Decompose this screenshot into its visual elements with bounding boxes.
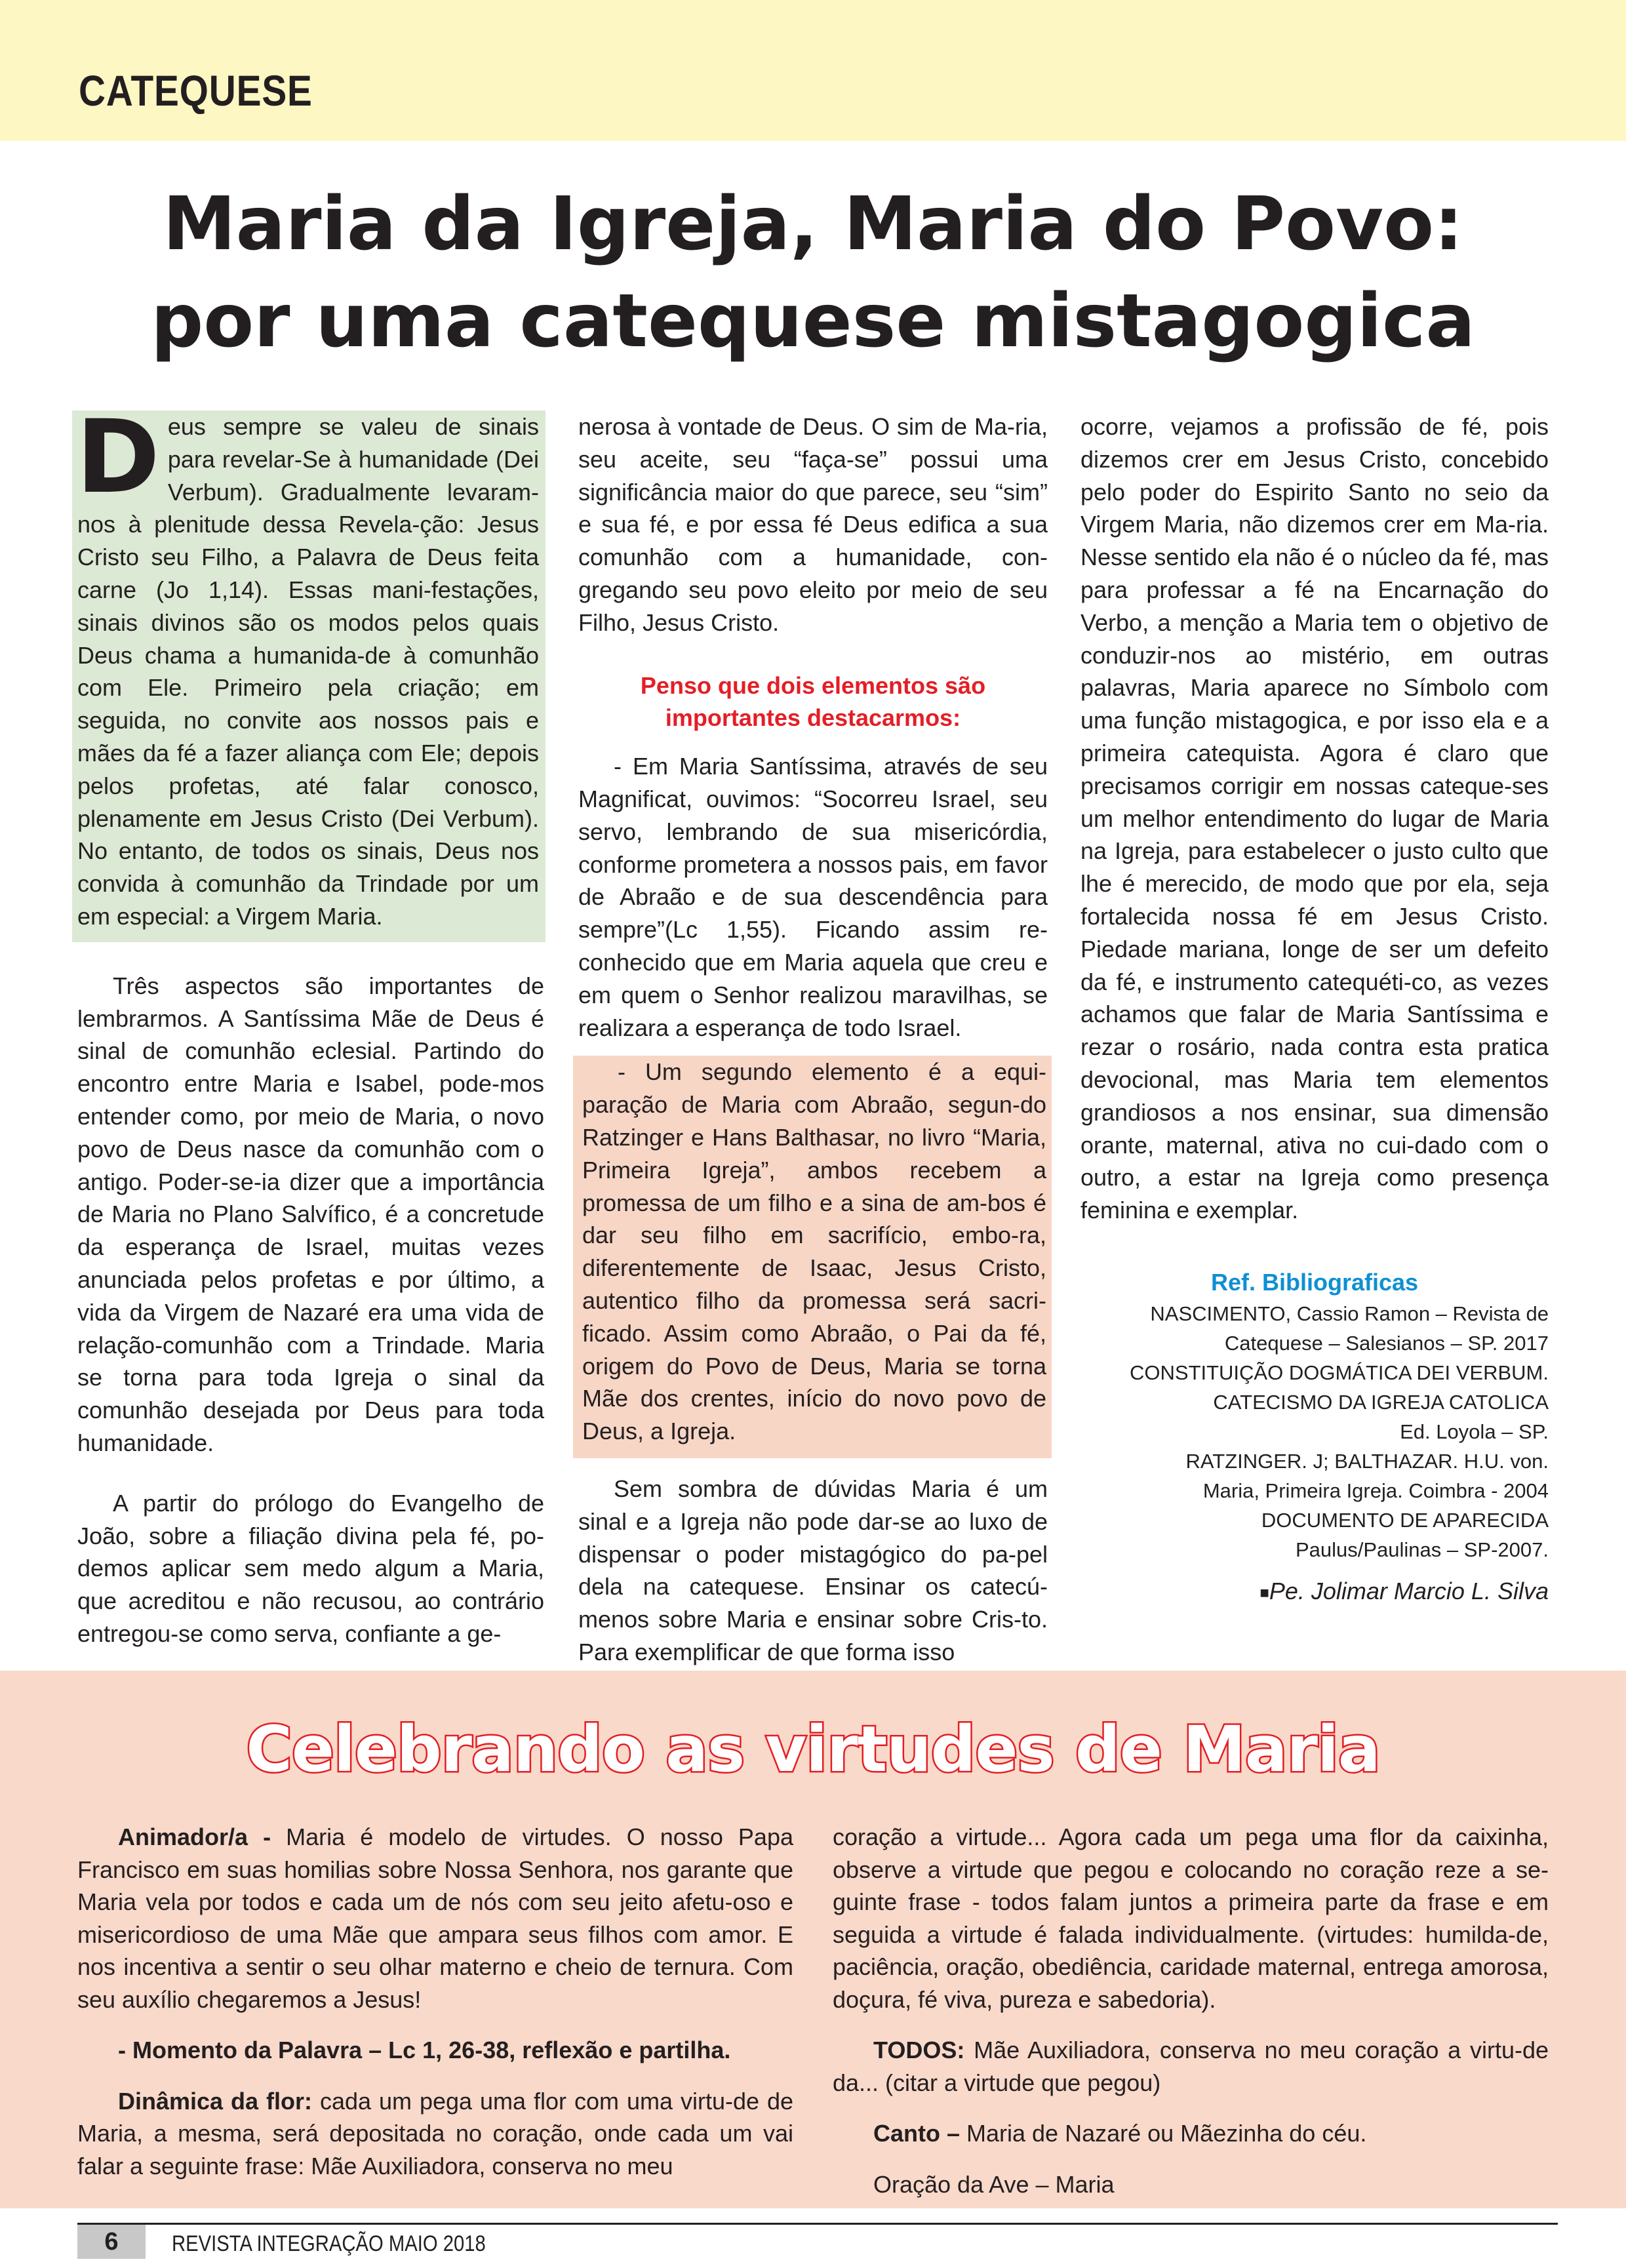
intro-paragraph: Deus sempre se valeu de sinais para revelar-Se à humanidade (Dei Verbum). Gradualmente levaram-nos à plenitude dessa Revela-ção: Jesus Cristo seu Filho, a Palavra de Deus feita carne (Jo 1,14). Essas mani-festações, sinais divinos são os modos pelos quais Deus chama a humanida-de à comunhão com Ele. Primeiro pela criação; em seguida, no convite aos nossos pais e mães da fé a fazer aliança com Ele; depois pelos profetas, até falar conosco, plenamente em Jesus Cristo (Dei Verbum). No entanto, de todos os sinais, Deus nos convida à comunhão da Trindade por um em especial: a Virgem Maria.: [76, 399, 539, 930]
footer-rule: [77, 2223, 1558, 2225]
paragraph: A partir do prólogo do Evangelho de João, sobre a filiação divina pela fé, po-demos aplicar sem medo algum a Maria, que acreditou e não recusou, ao contrário entregou-se como serva, confiante a ge-: [77, 1489, 544, 1647]
dinamica-continued: coração a virtude... Agora cada um pega uma flor da caixinha, observe a virtude que pegou e colocando no coração reze a se-guinte frase - todos falam juntos a primeira parte da frase e em seguida a virtude é falada individualmente. (virtudes: humilda-de, paciência, oração, obediência, caridade maternal, entrega amorosa, doçura, fé viva, pureza e sabedoria).: [833, 1823, 1549, 2013]
reference-line: DOCUMENTO DE APARECIDA: [1261, 1508, 1549, 1532]
reference-line: NASCIMENTO, Cassio Ramon – Revista de: [1150, 1302, 1549, 1325]
paragraph: Sem sombra de dúvidas Maria é um sinal e a Igreja não pode dar-se ao luxo de dispensar o poder mistagógico do pa-pel dela na catequese. Ensinar os catecú-menos sobre Maria e ensinar sobre Cris-to. Para exemplificar de que forma isso: [578, 1475, 1048, 1665]
reference-line: Paulus/Paulinas – SP-2007.: [1295, 1538, 1549, 1561]
title-line-2: por uma catequese mistagogica: [151, 279, 1475, 364]
article-column-1: [76, 399, 544, 1650]
reference-line: Maria, Primeira Igreja. Coimbra - 2004: [1202, 1479, 1549, 1502]
page-number: 6: [104, 2228, 119, 2256]
reference-line: Ed. Loyola – SP.: [1400, 1420, 1549, 1443]
oracao-paragraph: Oração da Ave – Maria: [873, 2170, 1115, 2198]
paragraph: ocorre, vejamos a profissão de fé, pois dizemos crer em Jesus Cristo, concebido pelo poder do Espirito Santo no seio da Virgem Maria, não dizemos crer em Ma-ria. Nesse sentido ela não é o núcleo da fé, mas para professar a fé na Encarnação do Verbo, a menção a Maria tem o objetivo de conduzir-nos ao mistério, em outras palavras, Maria aparece no Símbolo com uma função mistagogica, e por isso ela e a primeira catequista. Agora é claro que precisamos corrigir em nossas cateque-ses um melhor entendimento do lugar de Maria na Igreja, para estabelecer o justo culto que lhe é merecido, de modo que por ela, seja fortalecida nossa fé em Jesus Cristo. Piedade mariana, longe de ser um defeito da fé, e instrumento catequéti-co, as vezes achamos que falar de Maria Santíssima e rezar o rosário, nada contra esta pratica devocional, mas Maria tem elementos grandiosos a nos ensinar, sua dimensão orante, maternal, ativa no cui-dado com o outro, a estar na Igreja como presença feminina e exemplar.: [1081, 413, 1549, 1224]
reference-line: CONSTITUIÇÃO DOGMÁTICA DEI VERBUM.: [1130, 1361, 1549, 1384]
reference-line: RATZINGER. J; BALTHAZAR. H.U. von.: [1185, 1449, 1549, 1473]
dinamica-label: Dinâmica da flor:: [118, 2087, 312, 2115]
animador-paragraph: Animador/a - Maria é modelo de virtudes. O nosso Papa Francisco em suas homilias sobre Nossa Senhora, nos garante que Maria vela por todos e cada um de nós com seu jeito afetu-oso e misericordioso de uma Mãe que ampara seus filhos com amor. E nos incentiva a sentir o seu olhar materno e cheio de ternura. Com seu auxílio chegaremos a Jesus!: [77, 1823, 793, 2013]
drop-cap: D: [76, 399, 160, 516]
article-column-2: [578, 410, 1048, 1669]
publication-name: REVISTA INTEGRAÇÃO MAIO 2018: [172, 2231, 486, 2256]
paragraph: - Em Maria Santíssima, através de seu Magnificat, ouvimos: “Socorreu Israel, seu servo, lembrando de sua misericórdia, conforme prometera a nossos pais, em favor de Abraão e de sua descendência para sempre”(Lc 1,55). Ficando assim re-conhecido que em Maria aquela que creu e em quem o Senhor realizou maravilhas, se realizara a esperança de todo Israel.: [578, 753, 1048, 1041]
title-line-1: Maria da Igreja, Maria do Povo:: [163, 182, 1463, 267]
reference-line: CATECISMO DA IGREJA CATOLICA: [1213, 1390, 1549, 1414]
references: [1081, 1266, 1549, 1608]
paragraph: nerosa à vontade de Deus. O sim de Ma-ria, seu aceite, seu “faça-se” possui uma significância maior do que parece, seu “sim” e sua fé, e por essa fé Deus edifica a sua comunhão com a humanidade, con-gregando seu povo eleito por meio de seu Filho, Jesus Cristo.: [578, 413, 1048, 636]
celebration-column-1: [77, 1821, 793, 2182]
article-column-3: [1081, 410, 1549, 1608]
canto-label: Canto –: [873, 2120, 961, 2147]
dinamica-paragraph: Dinâmica da flor: cada um pega uma flor com uma virtu-de de Maria, a mesma, será depositada no coração, onde cada um vai falar a seguinte frase: Mãe Auxiliadora, conserva no meu: [77, 2087, 794, 2179]
author: [1081, 1576, 1549, 1608]
todos-paragraph: TODOS: Mãe Auxiliadora, conserva no meu coração a virtu-de da... (citar a virtude que pegou): [833, 2037, 1549, 2096]
paragraph: - Um segundo elemento é a equi-paração de Maria com Abraão, segun-do Ratzinger e Hans Balthasar, no livro “Maria, Primeira Igreja”, ambos recebem a promessa de um filho e a sina de am-bos é dar seu filho em sacrifício, embo-ra, diferentemente de Isaac, Jesus Cristo, autentico filho da promessa será sacri-ficado. Assim como Abraão, o Pai da fé, origem do Povo de Deus, Maria se torna Mãe dos crentes, início do novo povo de Deus, a Igreja.: [582, 1058, 1046, 1445]
paragraph: Três aspectos são importantes de lembrarmos. A Santíssima Mãe de Deus é sinal de comunhão eclesial. Partindo do encontro entre Maria e Isabel, pode-mos entender como, por meio de Maria, o novo povo de Deus nasce da comunhão com o antigo. Poder-se-ia dizer que a importância de Maria no Plano Salvífico, é a concretude da esperança de Israel, muitas vezes anunciada pelos profetas e por último, a vida da Virgem de Nazaré era uma vida de relação-comunhão com a Trindade. Maria se torna para toda Igreja o sinal da comunhão desejada por Deus para toda humanidade.: [77, 972, 544, 1456]
celebration-column-2: [833, 1821, 1549, 2200]
article-title: [66, 176, 1560, 370]
highlight-box: [573, 1056, 1052, 1458]
canto-paragraph: Canto – Maria de Nazaré ou Mãezinha do céu.: [873, 2120, 1367, 2147]
section-label: CATEQUESE: [79, 66, 313, 115]
intro-box: [72, 399, 545, 942]
animador-label: Animador/a -: [118, 1823, 271, 1850]
celebration-title: Celebrando as virtudes de Maria: [246, 1713, 1380, 1786]
author-name: Pe. Jolimar Marcio L. Silva: [1269, 1577, 1549, 1604]
todos-label: TODOS:: [873, 2037, 965, 2063]
subheading: Penso que dois elementos são importantes destacarmos:: [640, 671, 986, 732]
bullet-icon: ■: [1259, 1583, 1269, 1602]
references-title: Ref. Bibliograficas: [1210, 1268, 1419, 1296]
reference-line: Catequese – Salesianos – SP. 2017: [1224, 1331, 1549, 1355]
momento-paragraph: - Momento da Palavra – Lc 1, 26-38, reflexão e partilha.: [118, 2037, 731, 2063]
